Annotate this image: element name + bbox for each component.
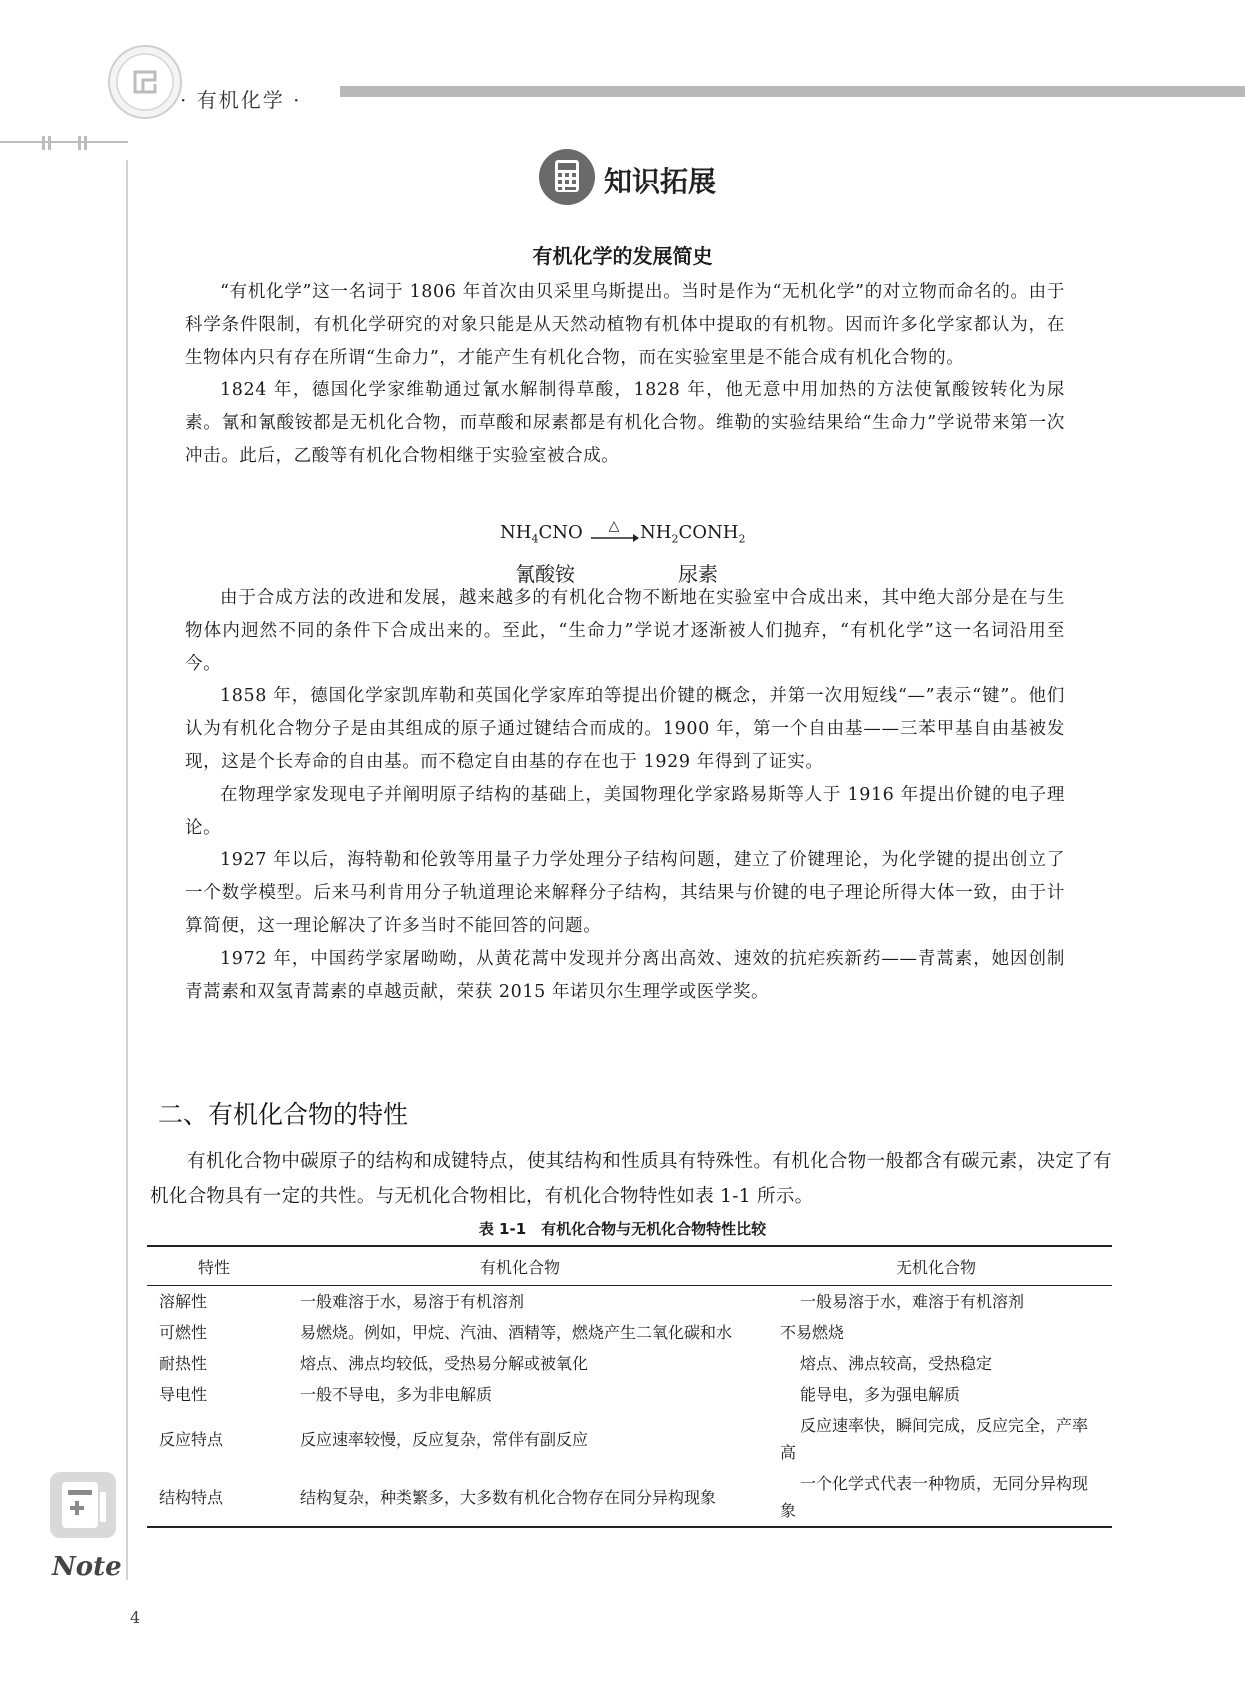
table-row [147, 1410, 1112, 1468]
table-cell: 反应速率快，瞬间完成，反应完全，产率高 [780, 1416, 1089, 1462]
table-cell: 熔点、沸点均较低，受热易分解或被氧化 [300, 1354, 589, 1373]
reaction-equation [0, 518, 1245, 588]
paragraph: 1927 年以后，海特勒和伦敦等用量子力学处理分子结构问题，建立了价键理论，为化学键的提出创立了一个数学模型。后来马利肯用分子轨道理论来解释分子结构，其结果与价键的电子理论所得大体一致，由于计算简便，这一理论解决了许多当时不能回答的问题。 [185, 850, 1065, 936]
side-margin-line [126, 160, 128, 1580]
calculator-icon [538, 148, 596, 206]
table-row [147, 1317, 1112, 1348]
table-cell: 一般难溶于水，易溶于有机溶剂 [300, 1292, 525, 1311]
product-name: 尿素 [678, 562, 718, 586]
note-icon [48, 1470, 118, 1540]
table-row [147, 1468, 1112, 1527]
header-logo-icon [105, 42, 185, 122]
table-cell: 一般不导电，多为非电解质 [300, 1385, 493, 1404]
paragraph: 有机化合物中碳原子的结构和成键特点，使其结构和性质具有特殊性。有机化合物一般都含有碳元素，决定了有机化合物具有一定的共性。与无机化合物相比，有机化合物特性如表 1-1 所示。 [150, 1151, 1112, 1207]
table-cell: 结构复杂，种类繁多，大多数有机化合物存在同分异构现象 [300, 1487, 717, 1507]
header-title: · 有机化学 · [180, 88, 302, 112]
table-cell: 导电性 [159, 1385, 208, 1404]
article-title: 有机化学的发展简史 [532, 244, 713, 268]
table-cell: 可燃性 [159, 1323, 208, 1342]
header-bar [340, 86, 1245, 97]
table-cell: 能导电，多为强电解质 [800, 1385, 961, 1404]
table-cell: 耐热性 [159, 1354, 208, 1373]
paragraph: 1972 年，中国药学家屠呦呦，从黄花蒿中发现并分离出高效、速效的抗疟疾新药——青蒿素，她因创制青蒿素和双氢青蒿素的卓越贡献，荣获 2015 年诺贝尔生理学或医学奖。 [185, 948, 1065, 1002]
section-title: 二、有机化合物的特性 [158, 1100, 409, 1129]
heat-condition: △ [608, 518, 620, 534]
page-number: 4 [130, 1608, 141, 1627]
reactant-formula: $NH_4CNO$ [500, 522, 583, 546]
table-cell: 一个化学式代表一种物质，无同分异构现象 [780, 1474, 1089, 1520]
table-header-row [147, 1246, 1112, 1286]
section-intro [150, 1144, 1112, 1214]
table-cell: 一般易溶于水，难溶于有机溶剂 [800, 1292, 1025, 1311]
table-cell: 溶解性 [159, 1292, 208, 1311]
table-row [147, 1379, 1112, 1410]
table-cell: 反应速率较慢，反应复杂，常伴有副反应 [300, 1429, 589, 1449]
table-caption: 表 1-1 有机化合物与无机化合物特性比较 [478, 1220, 767, 1238]
article-body-b [185, 582, 1065, 1008]
reaction-arrow-icon [589, 518, 639, 548]
knowledge-extension-label: 知识拓展 [604, 165, 717, 198]
paragraph: 1858 年，德国化学家凯库勒和英国化学家库珀等提出价键的概念，并第一次用短线“—”表示“键”。他们认为有机化合物分子是由其组成的原子通过键结合而成的。1900 年，第一个自由基——三苯甲基自由基被发现，这是个长寿命的自由基。而不稳定自由基的存在也于 1929 年得到了证实。 [185, 686, 1065, 772]
note-label: Note [52, 1552, 122, 1582]
column-header: 有机化合物 [270, 1246, 770, 1286]
paragraph: 由于合成方法的改进和发展，越来越多的有机化合物不断地在实验室中合成出来，其中绝大部分是在与生物体内迥然不同的条件下合成出来的。至此，“生命力”学说才逐渐被人们抛弃，“有机化学”这一名词沿用至今。 [185, 588, 1065, 674]
table-cell: 不易燃烧 [780, 1323, 845, 1342]
comparison-table [147, 1245, 1112, 1528]
table-cell: 熔点、沸点较高，受热稳定 [800, 1354, 993, 1373]
column-header: 特性 [147, 1246, 270, 1286]
column-header: 无机化合物 [770, 1246, 1112, 1286]
article-body-a [185, 276, 1065, 473]
paragraph: “有机化学”这一名词于 1806 年首次由贝采里乌斯提出。当时是作为“无机化学”的对立物而命名的。由于科学条件限制，有机化学研究的对象只能是从天然动植物有机体中提取的有机物。因而许多化学家都认为，在生物体内只有存在所谓“生命力”，才能产生有机化合物，而在实验室里是不能合成有机化合物的。 [185, 282, 1065, 368]
product-formula: $NH_2CONH_2$ [640, 522, 746, 546]
table-row [147, 1348, 1112, 1379]
table-cell: 结构特点 [147, 1468, 270, 1527]
reactant-name: 氰酸铵 [515, 562, 575, 586]
paragraph: 1824 年，德国化学家维勒通过氰水解制得草酸，1828 年，他无意中用加热的方法使氰酸铵转化为尿素。氰和氰酸铵都是无机化合物，而草酸和尿素都是有机化合物。维勒的实验结果给“生命力”学说带来第一次冲击。此后，乙酸等有机化合物相继于实验室被合成。 [185, 380, 1065, 466]
table-cell: 反应特点 [159, 1429, 224, 1449]
side-marks [38, 134, 98, 152]
paragraph: 在物理学家发现电子并阐明原子结构的基础上，美国物理化学家路易斯等人于 1916 年提出价键的电子理论。 [185, 784, 1065, 838]
table-cell: 易燃烧。例如，甲烷、汽油、酒精等，燃烧产生二氧化碳和水 [300, 1323, 733, 1342]
table-row [147, 1286, 1112, 1318]
